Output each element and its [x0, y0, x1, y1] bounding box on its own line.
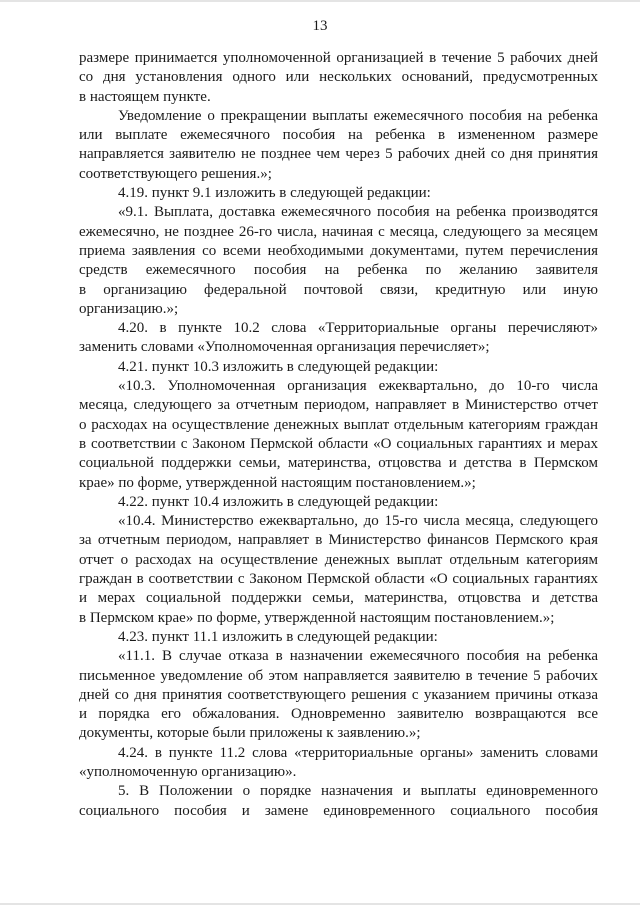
- text-line: со дня установления одного или нескольких оснований, предусмотренных: [79, 69, 598, 86]
- text-line: о расходах на осуществление денежных выплат отдельным категориям граждан: [79, 416, 598, 433]
- text-line: социального пособия и замене единовременного социального пособия: [79, 802, 598, 819]
- text-line: «11.1. В случае отказа в назначении ежемесячного пособия на ребенка: [118, 648, 598, 665]
- text-line: и порядка его обжалования. Одновременно заявителю возвращаются все: [79, 706, 598, 723]
- text-line: 4.23. пункт 11.1 изложить в следующей редакции:: [118, 628, 438, 645]
- text-line: в настоящем пункте.: [79, 88, 211, 105]
- text-line: 4.21. пункт 10.3 изложить в следующей редакции:: [118, 358, 439, 375]
- text-line: 4.19. пункт 9.1 изложить в следующей редакции:: [118, 185, 431, 202]
- text-line: граждан в соответствии с Законом Пермской области «О социальных гарантиях: [79, 571, 598, 588]
- text-line: размере принимается уполномоченной организацией в течение 5 рабочих дней: [79, 50, 598, 66]
- text-line: письменное уведомление об этом направляется заявителю в течение 5 рабочих: [79, 667, 598, 684]
- text-line: или выплате ежемесячного пособия на ребенка в измененном размере: [79, 127, 598, 144]
- text-line: дней со дня принятия соответствующего решения с указанием причины отказа: [79, 686, 598, 703]
- text-line: 4.24. в пункте 11.2 слова «территориальные органы» заменить словами: [118, 744, 598, 761]
- text-line: крае» по форме, утвержденной настоящим постановлением.»;: [79, 474, 476, 491]
- text-line: отчет о расходах на осуществление денежных выплат отдельным категориям: [79, 551, 598, 568]
- page-number: 13: [312, 18, 328, 34]
- text-line: заменить словами «Уполномоченная организация перечисляет»;: [79, 339, 490, 356]
- text-line: ежемесячно, не позднее 26-го числа, начиная с месяца, следующего за месяцем: [79, 223, 598, 240]
- text-line: организацию.»;: [79, 300, 179, 317]
- text-line: документы, которые были приложены к заявлению.»;: [79, 725, 421, 742]
- text-line: «10.4. Министерство ежеквартально, до 15-го числа месяца, следующего: [118, 513, 598, 530]
- text-line: 4.22. пункт 10.4 изложить в следующей редакции:: [118, 493, 439, 510]
- text-line: в организацию федеральной почтовой связи, кредитную или иную: [79, 281, 598, 298]
- text-line: «9.1. Выплата, доставка ежемесячного пособия на ребенка производятся: [118, 204, 598, 221]
- text-line: средств ежемесячного пособия на ребенка по желанию заявителя: [79, 262, 598, 279]
- text-line: 5. В Положении о порядке назначения и выплаты единовременного: [118, 783, 598, 800]
- text-line: месяца, следующего за отчетным периодом, направляет в Министерство отчет: [79, 397, 598, 414]
- text-line: социальной поддержки семьи, материнства, отцовства и детства в Пермском: [79, 455, 598, 472]
- text-line: соответствующего решения.»;: [79, 165, 272, 182]
- text-line: и мерах социальной поддержки семьи, материнства, отцовства и детства: [79, 590, 598, 607]
- text-line: в Пермском крае» по форме, утвержденной настоящим постановлением.»;: [79, 609, 555, 626]
- text-line: Уведомление о прекращении выплаты ежемесячного пособия на ребенка: [118, 107, 598, 124]
- text-line: в соответствии с Законом Пермской области «О социальных гарантиях и мерах: [79, 435, 598, 452]
- text-line: направляется заявителю не позднее чем через 5 рабочих дней со дня принятия: [79, 146, 598, 163]
- text-line: «10.3. Уполномоченная организация ежеквартально, до 10-го числа: [118, 378, 598, 395]
- text-line: за отчетным периодом, направляет в Министерство финансов Пермского края: [79, 532, 598, 549]
- top-edge: [0, 0, 640, 2]
- text-line: «уполномоченную организацию».: [79, 763, 297, 780]
- text-line: 4.20. в пункте 10.2 слова «Территориальные органы перечисляют»: [118, 320, 598, 337]
- document-body: [79, 49, 598, 821]
- text-line: приема заявления со всеми необходимыми документами, путем перечисления: [79, 242, 598, 259]
